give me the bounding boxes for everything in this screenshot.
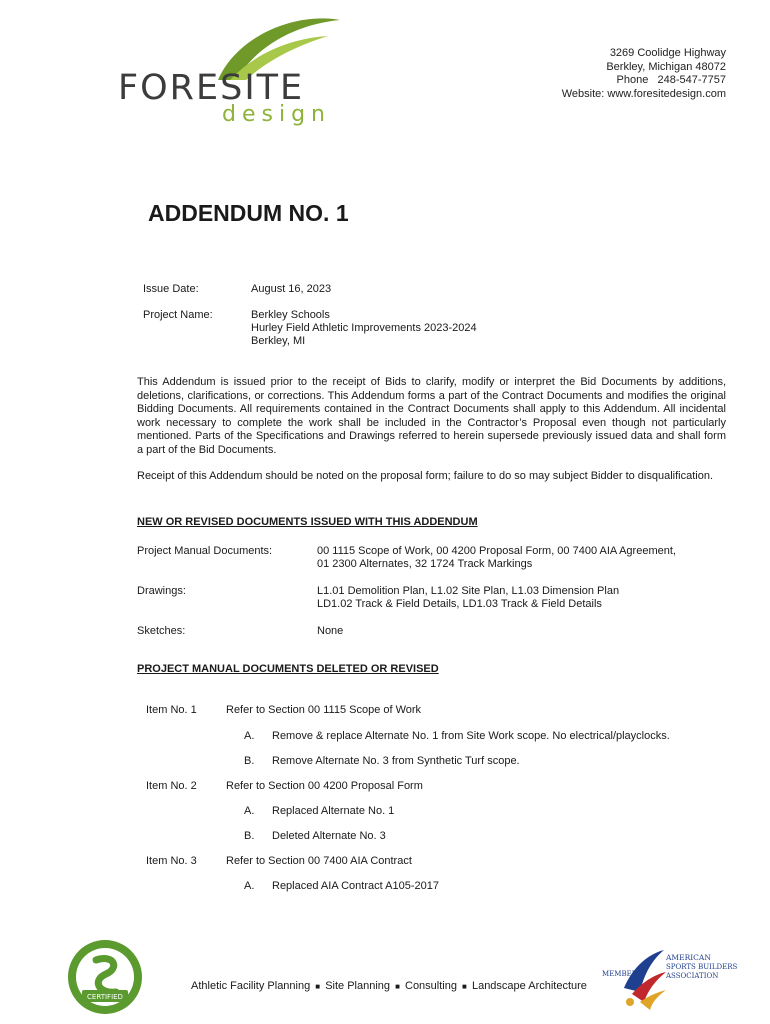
issue-date-value: August 16, 2023 xyxy=(251,283,332,295)
project-line: Hurley Field Athletic Improvements 2023-2024 xyxy=(251,322,477,335)
addendum-intro-paragraph: This Addendum is issued prior to the receipt of Bids to clarify, modify or interpret the Bid Documents by additions, deletions, clarifications, or corrections. This Addendum forms a part of the Contract Documents and modifies the original Bidding Documents. All requirements contained in the Contract Documents shall apply to this Addendum. All incidental work necessary to complete the work shall be included in the Contractor’s Proposal even though not particularly mentioned. Parts of the Specifications and Drawings referred to herein supersede previously issued data and shall form a part of the Bid Documents. xyxy=(137,376,726,456)
deleted-documents-heading: PROJECT MANUAL DOCUMENTS DELETED OR REVISED xyxy=(137,663,439,675)
doc-value-line: None xyxy=(317,625,344,637)
address-street: 3269 Coolidge Highway xyxy=(609,47,726,59)
item-label: Item No. 3 xyxy=(146,855,197,867)
subitem-letter: A. xyxy=(244,730,255,742)
subitem-text: Remove Alternate No. 3 from Synthetic Turf scope. xyxy=(272,755,520,767)
foresite-logo xyxy=(118,14,348,129)
subitem-letter: B. xyxy=(244,755,255,767)
item-label: Item No. 1 xyxy=(146,704,197,716)
asba-member-text: MEMBER xyxy=(602,970,637,978)
project-line: Berkley, MI xyxy=(251,335,306,348)
subitem-text: Replaced AIA Contract A105-2017 xyxy=(272,880,439,892)
footer-separator: ■ xyxy=(315,982,321,991)
doc-value-line: L1.01 Demolition Plan, L1.02 Site Plan, L1.03 Dimension Plan xyxy=(317,585,620,597)
subitem-letter: A. xyxy=(244,805,255,817)
footer-service: Site Planning xyxy=(325,980,391,992)
doc-value-line: 00 1115 Scope of Work, 00 4200 Proposal Form, 00 7400 AIA Agreement, xyxy=(317,545,676,557)
doc-row-label: Sketches: xyxy=(137,625,186,637)
asba-line: AMERICAN xyxy=(666,953,711,962)
footer-service: Landscape Architecture xyxy=(471,980,587,992)
company-address xyxy=(562,47,726,101)
doc-value-line: 01 2300 Alternates, 32 1724 Track Markings xyxy=(317,558,533,571)
doc-row-label: Project Manual Documents: xyxy=(137,545,273,557)
issue-date-label: Issue Date: xyxy=(143,283,199,295)
doc-row-value xyxy=(317,625,737,638)
address-phone: Phone 248-547-7757 xyxy=(616,74,726,86)
doc-row-value xyxy=(317,545,737,571)
subitem-text: Replaced Alternate No. 1 xyxy=(272,805,395,817)
footer-services xyxy=(191,980,587,992)
subitem-letter: A. xyxy=(244,880,255,892)
asba-line: ASSOCIATION xyxy=(666,972,719,980)
item-reference: Refer to Section 00 7400 AIA Contract xyxy=(226,855,412,867)
new-documents-heading: NEW OR REVISED DOCUMENTS ISSUED WITH THIS ADDENDUM xyxy=(137,516,478,528)
certified-seal xyxy=(66,938,144,1016)
item-reference: Refer to Section 00 1115 Scope of Work xyxy=(226,704,422,716)
receipt-notice-paragraph: Receipt of this Addendum should be noted on the proposal form; failure to do so may subject Bidder to disqualification. xyxy=(137,470,714,482)
project-name-label: Project Name: xyxy=(143,309,213,321)
seal-label: CERTIFIED xyxy=(87,993,123,1001)
project-name-value xyxy=(251,309,477,349)
asba-logo-icon xyxy=(602,944,738,1014)
doc-row-value xyxy=(317,585,737,611)
subitem-text: Deleted Alternate No. 3 xyxy=(272,830,386,842)
asba-line: SPORTS BUILDERS xyxy=(666,963,738,971)
subitem-text: Remove & replace Alternate No. 1 from Site Work scope. No electrical/playclocks. xyxy=(272,730,670,742)
item-label: Item No. 2 xyxy=(146,780,197,792)
subitem-letter: B. xyxy=(244,830,255,842)
item-reference: Refer to Section 00 4200 Proposal Form xyxy=(226,780,423,792)
footer-separator: ■ xyxy=(462,982,467,991)
footer-service: Athletic Facility Planning xyxy=(191,980,311,992)
doc-row-label: Drawings: xyxy=(137,585,186,597)
project-line: Berkley Schools xyxy=(251,309,330,321)
certified-seal-icon xyxy=(66,938,144,1016)
doc-value-line: LD1.02 Track & Field Details, LD1.03 Track & Field Details xyxy=(317,598,602,611)
footer-separator: ■ xyxy=(395,982,400,991)
footer-service: Consulting xyxy=(405,980,457,992)
asba-member-logo xyxy=(602,944,738,1014)
page-title: ADDENDUM NO. 1 xyxy=(148,200,349,226)
address-website: Website: www.foresitedesign.com xyxy=(561,87,726,100)
logo-subtext: design xyxy=(222,102,331,127)
logo-wordmark: FORESITE xyxy=(118,68,305,108)
address-city: Berkley, Michigan 48072 xyxy=(606,60,726,73)
